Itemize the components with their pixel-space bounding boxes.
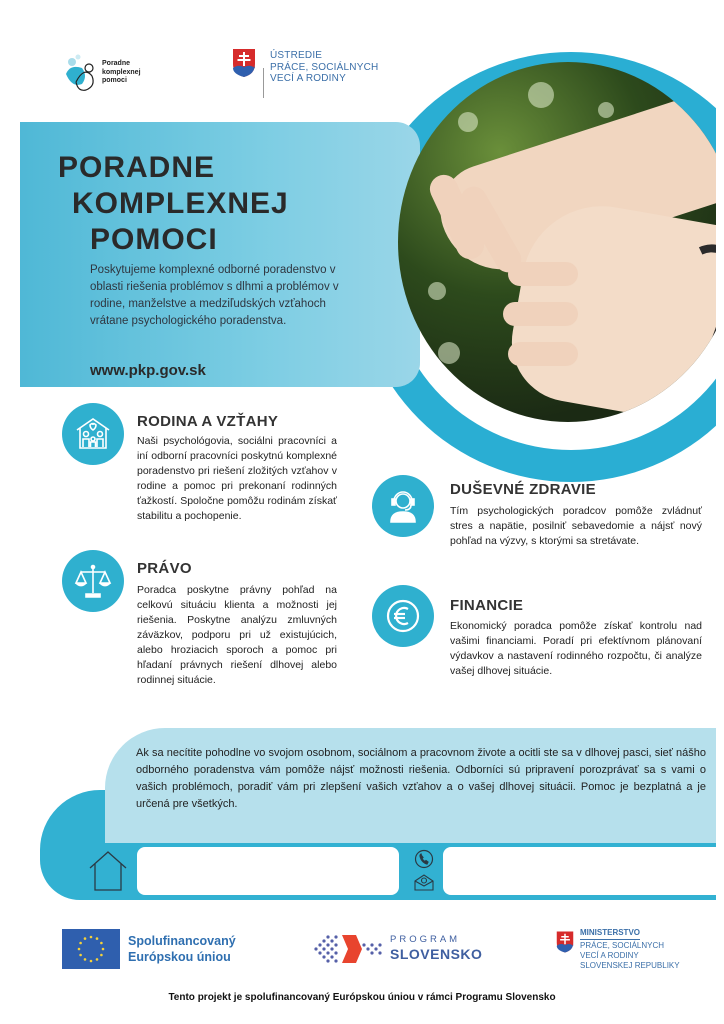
program-name: SLOVENSKO [390, 946, 483, 962]
intro-text: Poskytujeme komplexné odborné poradenstvo v oblasti riešenia problémov s dlhmi a problémov v rodine, manželstve a medziľudských vzťahoch vrátane psychologického poradenstva. [90, 264, 339, 327]
service-title: DUŠEVNÉ ZDRAVIE [450, 481, 596, 498]
funding-note: Tento projekt je spolufinancovaný Európskou úniou v rámci Programu Slovensko [168, 992, 556, 1003]
upsvr-logo-text [270, 50, 378, 85]
bokeh [458, 112, 478, 132]
website-link[interactable]: www.pkp.gov.sk [90, 362, 206, 379]
service-icon-law [62, 550, 124, 612]
bokeh [598, 102, 614, 118]
service-title: PRÁVO [137, 560, 192, 577]
service-title: RODINA A VZŤAHY [137, 413, 279, 430]
headset-counselor-icon [383, 486, 423, 526]
bokeh [438, 342, 460, 364]
eu-cofinanced-text [128, 933, 236, 965]
ministry-line: MINISTERSTVO [580, 928, 640, 940]
ministry-line: PRÁCE, SOCIÁLNYCH [580, 941, 665, 950]
service-icon-mental-health [372, 475, 434, 537]
slovak-coat-of-arms-icon [232, 48, 256, 78]
ministry-text [580, 928, 680, 971]
title-line: KOMPLEXNEJ [72, 187, 289, 220]
info-text: Ak sa necítite pohodlne vo svojom osobnom, sociálnom a pracovnom živote a ocitli ste sa v dlhovej pasci, sieť nášho odborného poradenstva vám pomôže nájsť možnosti riešenia. Odborníci sú pripravení porozprávať sa s vami o vašich problémoch, poradiť vám pri zlepšení vašich vzťahov a o vašej dlhovej situácii. Pomoc je bezplatná a je určená pre všetkých. [136, 747, 706, 810]
finger [503, 302, 578, 326]
finger [508, 262, 578, 286]
page-title [58, 150, 289, 258]
pkp-logo-line: Poradne [102, 60, 131, 67]
upsvr-logo [232, 48, 392, 98]
service-body: Tím psychologických poradcov pomôže zvládnuť stres a napätie, posilniť sebavedomie a nájsť nový pohľad na výzvy, s ktorými sa stretávate. [450, 505, 702, 547]
eu-text-line: Európskou úniou [128, 950, 231, 964]
upsvr-line: PRÁCE, SOCIÁLNYCH [270, 61, 379, 73]
service-title: FINANCIE [450, 597, 524, 614]
service-icon-finance [372, 585, 434, 647]
pkp-logo-line: pomoci [102, 77, 127, 84]
upsvr-line: ÚSTREDIE [270, 50, 323, 61]
eu-flag-icon [62, 929, 120, 969]
page-edge [716, 0, 724, 1024]
phone-icon [414, 849, 434, 869]
contact-field[interactable] [443, 847, 724, 895]
program-slovensko-logo [310, 929, 490, 969]
eu-text-line: Spolufinancovaný [128, 934, 236, 948]
pkp-logo-line: komplexnej [102, 68, 141, 76]
euro-icon [383, 596, 423, 636]
service-icon-family [62, 403, 124, 465]
ministry-line: SLOVENSKEJ REPUBLIKY [580, 961, 680, 970]
pkp-logo-icon [62, 52, 102, 96]
email-icon [414, 873, 434, 891]
service-body: Poradca poskytne právny pohľad na celkovú situáciu klienta a možnosti jej riešenia. Poskytne analýzu zmluvných záväzkov, podporu pri už existujúcich, alebo hroziacich sporoch a pomoc pri hľadaní právnych riešení dlhovej alebo rodinnej situácie. [137, 584, 337, 686]
ministry-logo [556, 928, 716, 973]
service-body: Naši psychológovia, sociálni pracovníci a iní odborní pracovníci poskytnú komplexné poradenstvo pri riešení zložitých vzťahov v rodine a pomoc pri prekonaní rodinných ťažkostí. Spoločne pomôžu rodinám získať stabilitu a pochopenie. [137, 435, 337, 522]
family-house-icon [73, 414, 113, 454]
finger [508, 342, 578, 366]
bokeh [528, 82, 554, 108]
bokeh [428, 282, 446, 300]
home-icon [88, 850, 128, 892]
title-line: POMOCI [90, 223, 218, 256]
logo-divider [263, 68, 264, 98]
pkp-logo [62, 52, 152, 96]
hands-photo [398, 62, 724, 422]
address-field[interactable] [137, 847, 399, 895]
scales-icon [73, 561, 113, 601]
service-body: Ekonomický poradca pomôže získať kontrolu nad vašimi financiami. Poradí pri efektívnom plánovaní výdavkov a nastavení rodinného rozpočtu, či analýze vašej dlhovej situácie. [450, 620, 702, 677]
ministry-line: VECÍ A RODINY [580, 951, 639, 960]
program-label: PROGRAM [390, 934, 461, 945]
program-slovensko-icon [310, 929, 386, 969]
pkp-logo-text [102, 60, 141, 86]
upsvr-line: VECÍ A RODINY [270, 73, 346, 84]
slovak-coat-of-arms-icon [556, 930, 574, 954]
title-line: PORADNE [58, 151, 216, 184]
